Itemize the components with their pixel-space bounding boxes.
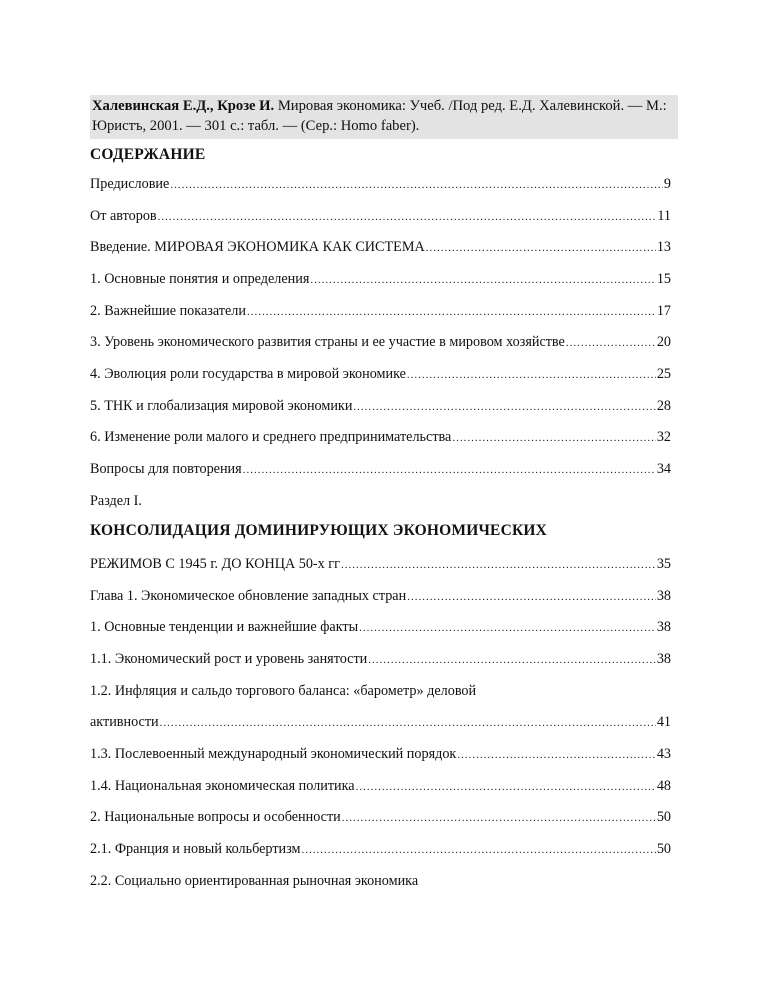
toc-entry: 3. Уровень экономического развития страны и ее участие в мировом хозяйстве ..... 20 [90, 334, 671, 351]
contents-heading: СОДЕРЖАНИЕ [90, 146, 206, 163]
toc-entry: РЕЖИМОВ С 1945 г. ДО КОНЦА 50-х гг ..... 35 [90, 556, 671, 573]
toc-entry-line1: 1.2. Инфляция и сальдо торгового баланса: «барометр» деловой [90, 683, 477, 699]
citation-details: Мировая экономика: Учеб. /Под ред. Е.Д. Халевинской. — М.: Юристъ, 2001. — 301 с.: табл. — (Сер.: Homo faber). [92, 98, 667, 134]
toc-entry: Глава 1. Экономическое обновление западных стран ..... 38 [90, 588, 671, 605]
section-heading: КОНСОЛИДАЦИЯ ДОМИНИРУЮЩИХ ЭКОНОМИЧЕСКИХ [90, 522, 548, 539]
toc-entry: 5. ТНК и глобализация мировой экономики ..... 28 [90, 398, 671, 415]
toc-entry: 6. Изменение роли малого и среднего предпринимательства ..... 32 [90, 429, 671, 446]
toc-entry: 1.1. Экономический рост и уровень занятости ..... 38 [90, 651, 671, 668]
toc-entry: 1. Основные тенденции и важнейшие факты ..... 38 [90, 619, 671, 636]
toc-entry: активности ..... 41 [90, 714, 671, 731]
toc-entry: От авторов ..... 11 [90, 208, 671, 225]
toc-entry: 1. Основные понятия и определения ..... 15 [90, 271, 671, 288]
citation-authors: Халевинская Е.Д., Крозе И. [92, 98, 275, 114]
toc-entry: 1.4. Национальная экономическая политика ..... 48 [90, 778, 671, 795]
section-label: Раздел I. [90, 493, 142, 509]
bibliographic-citation [90, 95, 678, 139]
toc-entry: Предисловие ..... 9 [90, 176, 671, 193]
toc-entry: 2.1. Франция и новый кольбертизм ..... 50 [90, 841, 671, 858]
toc-entry: Введение. МИРОВАЯ ЭКОНОМИКА КАК СИСТЕМА ..... 13 [90, 239, 671, 256]
toc-entry: Вопросы для повторения ..... 34 [90, 461, 671, 478]
toc-entry: 2. Важнейшие показатели ..... 17 [90, 303, 671, 320]
toc-entry: 4. Эволюция роли государства в мировой экономике ..... 25 [90, 366, 671, 383]
toc-entry: 2. Национальные вопросы и особенности ..... 50 [90, 809, 671, 826]
toc-entry-last: 2.2. Социально ориентированная рыночная экономика [90, 873, 419, 889]
toc-entry: 1.3. Послевоенный международный экономический порядок ..... 43 [90, 746, 671, 763]
